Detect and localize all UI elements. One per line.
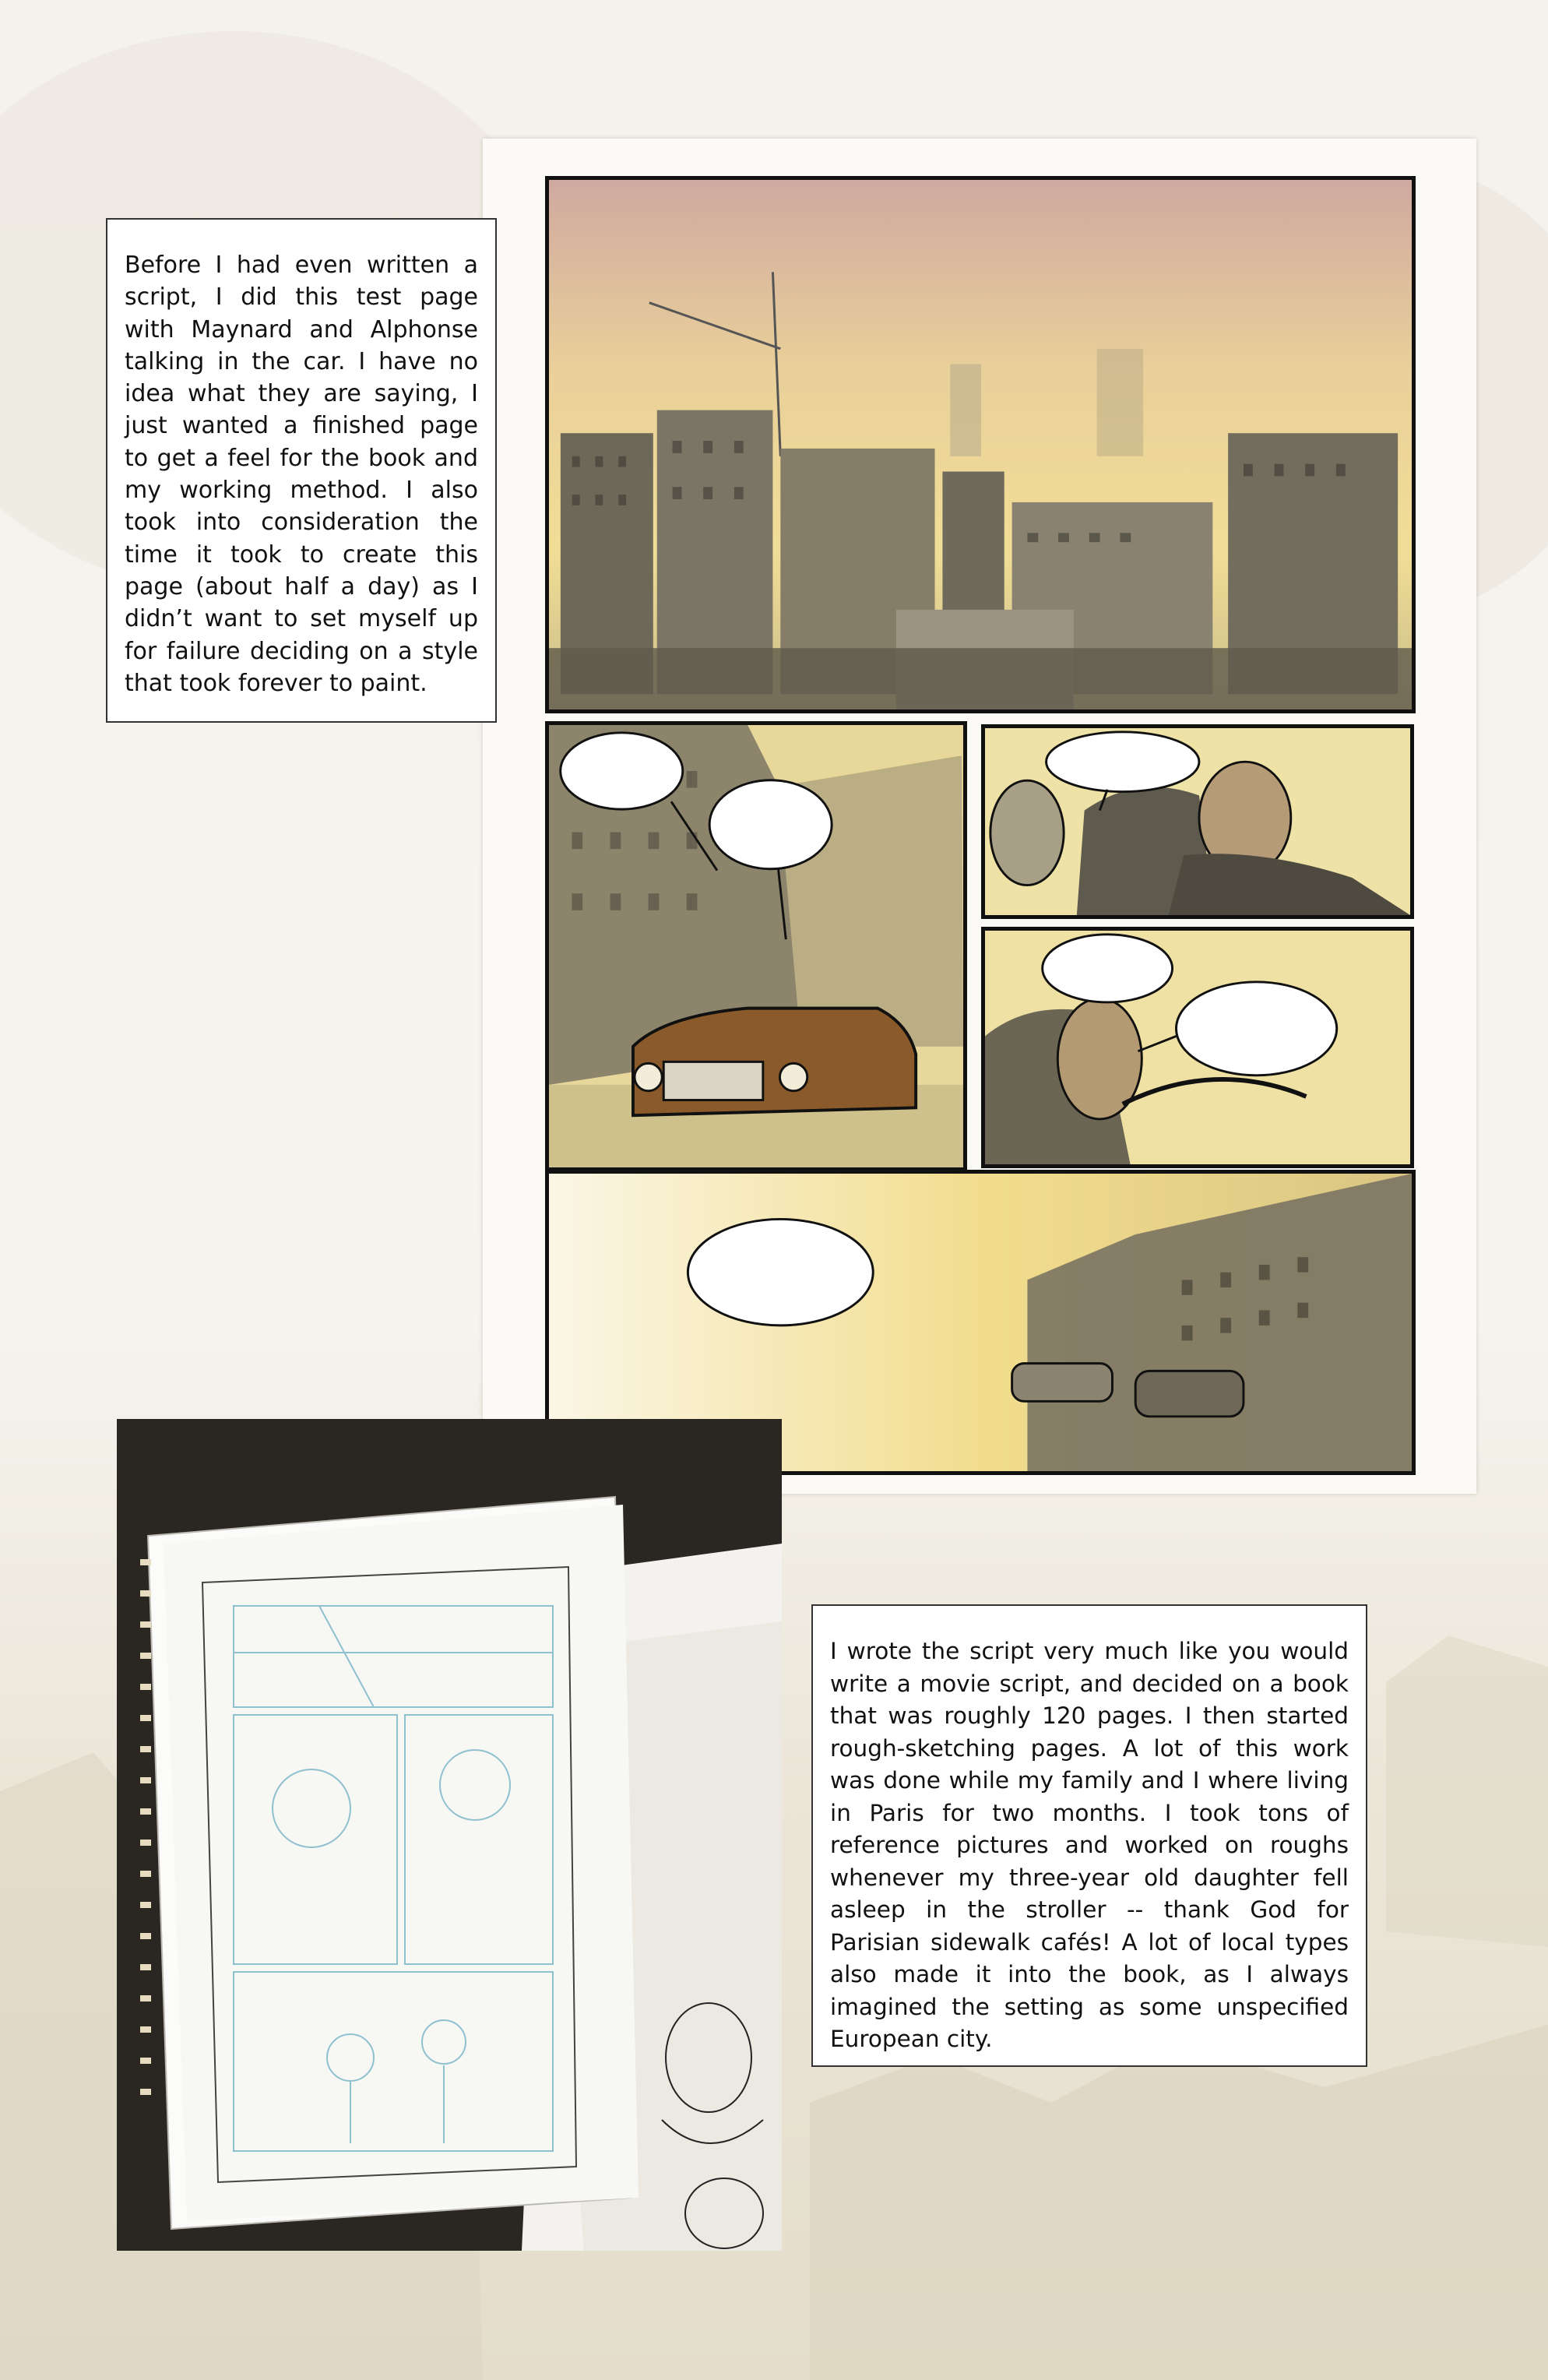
street-illustration — [549, 725, 963, 1167]
photo-rough-sketchbook — [117, 1419, 782, 2251]
comic-test-page — [483, 139, 1476, 1494]
caption-test-page — [106, 218, 497, 723]
panel-city-skyline — [545, 176, 1416, 713]
panel-car-interior-two-men — [981, 724, 1414, 919]
car-interior-illustration — [985, 728, 1410, 915]
caption-script-process — [811, 1604, 1367, 2067]
caption-test-page-text: Before I had even written a script, I did this test page with Maynard and Alphonse talking in the car. I have no idea what they are saying, I just wanted a finished page to get a feel for the book and my working method. I also took into consideration the time it took to create this page (about half a day) as I didn’t want to set myself up for failure deciding on a style that took forever to paint. — [125, 252, 478, 697]
sketchbook-illustration — [117, 1419, 782, 2251]
panel-driver-smoking — [981, 927, 1414, 1168]
panel-street-car — [545, 721, 967, 1171]
skyline-illustration — [549, 180, 1412, 709]
driver-illustration — [985, 931, 1410, 1164]
caption-script-process-text: I wrote the script very much like you would write a movie script, and decided on a book that was roughly 120 pages. I then started rough-sketching pages. A lot of this work was done while my family and I where living in Paris for two months. I took tons of reference pictures and worked on roughs whenever my three-year old daughter fell asleep in the stroller -- thank God for Parisian sidewalk cafés! A lot of local types also made it into the book, as I always imagined the setting as some unspecified European city. — [830, 1638, 1349, 2052]
